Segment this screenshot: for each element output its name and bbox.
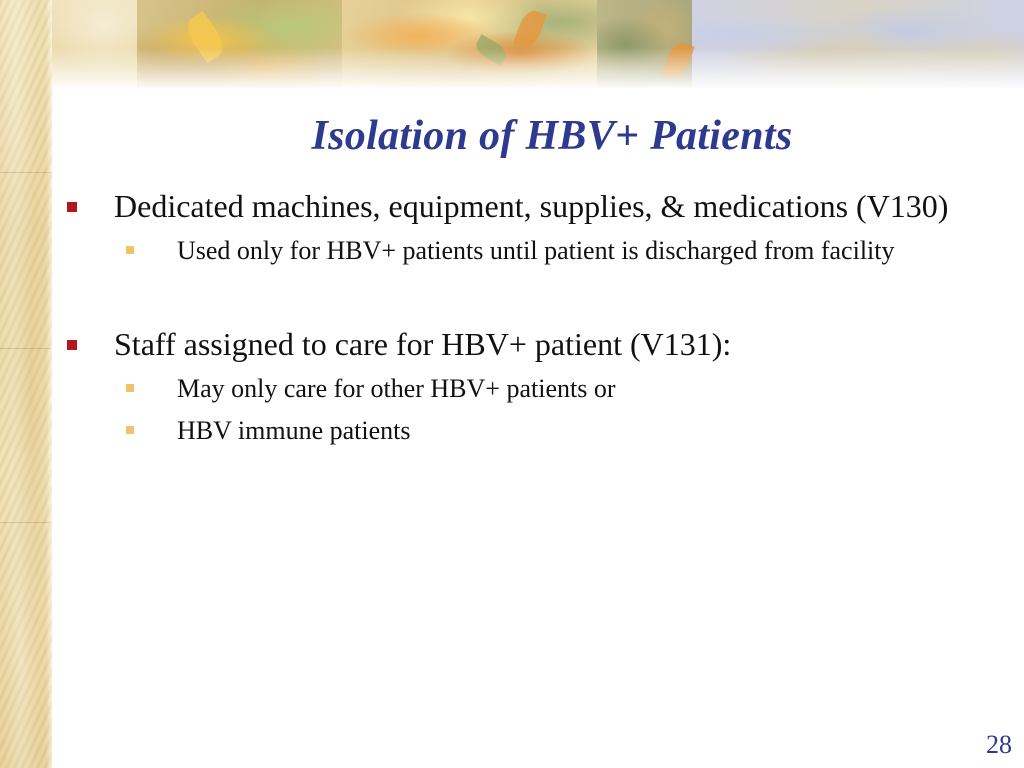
sub-bullet-item bbox=[177, 414, 962, 448]
banner-fade bbox=[52, 48, 1024, 88]
square-bullet-icon bbox=[67, 340, 77, 350]
slide-title: Isolation of HBV+ Patients bbox=[311, 113, 793, 159]
parchment-strip bbox=[0, 0, 52, 768]
strip-seam bbox=[0, 522, 52, 523]
sub-bullet-text: HBV immune patients bbox=[177, 416, 411, 445]
sub-bullet-item bbox=[177, 234, 962, 268]
square-bullet-icon bbox=[126, 246, 134, 254]
square-bullet-icon bbox=[126, 384, 134, 392]
decorative-banner bbox=[52, 0, 1024, 88]
strip-seam bbox=[0, 348, 52, 349]
bullet-list bbox=[62, 186, 962, 448]
bullet-item bbox=[62, 186, 962, 226]
sub-bullet-text: May only care for other HBV+ patients or bbox=[177, 374, 616, 403]
page-number: 28 bbox=[986, 730, 1012, 759]
bullet-item bbox=[62, 324, 962, 364]
sub-bullet-item bbox=[177, 372, 962, 406]
bullet-text: Staff assigned to care for HBV+ patient (V131): bbox=[114, 326, 732, 362]
sub-bullet-text: Used only for HBV+ patients until patient is discharged from facility bbox=[177, 236, 895, 265]
square-bullet-icon bbox=[67, 202, 77, 212]
bullet-text: Dedicated machines, equipment, supplies, & medications (V130) bbox=[114, 188, 949, 224]
square-bullet-icon bbox=[126, 426, 134, 434]
strip-seam bbox=[0, 172, 52, 173]
